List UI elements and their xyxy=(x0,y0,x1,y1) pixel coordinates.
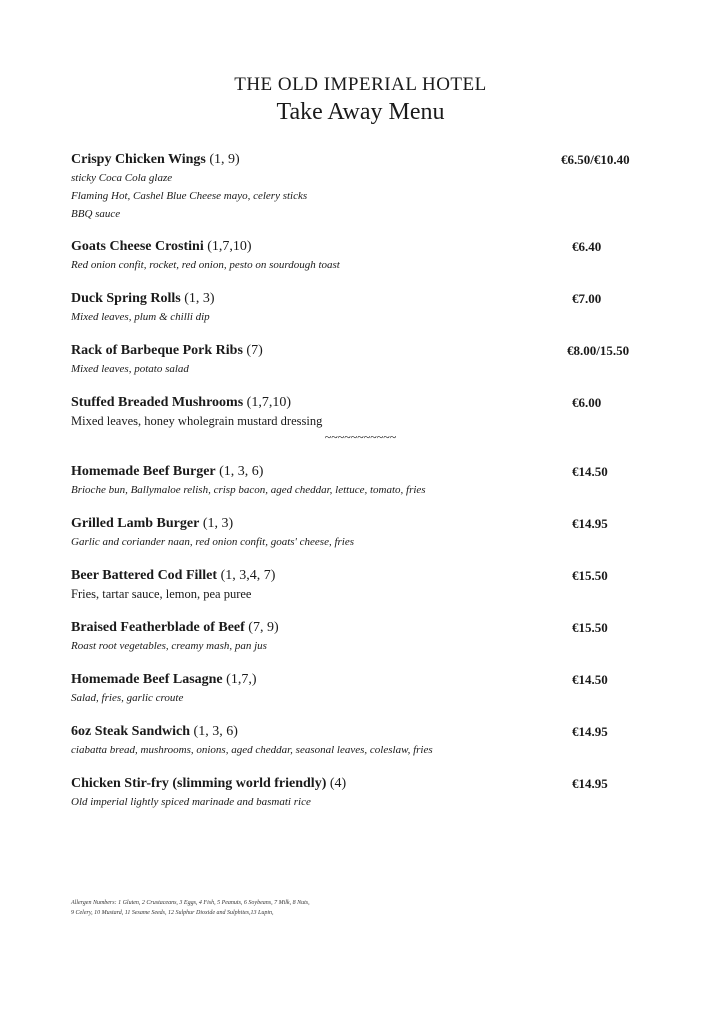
hotel-name: THE OLD IMPERIAL HOTEL xyxy=(234,74,487,95)
item-name-line xyxy=(71,463,651,481)
item-description: Roast root vegetables, creamy mash, pan jus xyxy=(71,640,267,652)
item-name-line xyxy=(71,238,651,256)
item-allergens: (1, 3) xyxy=(184,291,215,306)
item-price: €7.00 xyxy=(572,291,602,306)
menu-item xyxy=(71,671,651,707)
item-price: €14.50 xyxy=(572,464,608,479)
item-allergens: (1, 3, 6) xyxy=(193,724,238,739)
item-name: Goats Cheese Crostini xyxy=(71,239,204,254)
item-price: €8.00/15.50 xyxy=(567,343,630,358)
item-name-line xyxy=(71,290,651,308)
item-name-line xyxy=(71,775,651,793)
item-price: €6.50/€10.40 xyxy=(561,152,630,167)
menu-item xyxy=(71,515,651,551)
item-name: Homemade Beef Lasagne xyxy=(71,672,223,687)
item-description: ciabatta bread, mushrooms, onions, aged cheddar, seasonal leaves, coleslaw, fries xyxy=(71,744,433,756)
item-allergens: (4) xyxy=(329,776,347,791)
menu-item xyxy=(71,394,651,430)
item-allergens: (1, 3,4, 7) xyxy=(220,568,276,583)
item-name: Crispy Chicken Wings xyxy=(71,152,206,167)
menu-title: Take Away Menu xyxy=(276,99,445,125)
item-allergens: (1,7,) xyxy=(226,672,257,687)
item-name-line xyxy=(71,723,651,741)
item-allergens: (7) xyxy=(246,343,263,358)
item-description: Flaming Hot, Cashel Blue Cheese mayo, celery sticks xyxy=(71,190,308,202)
item-name: Braised Featherblade of Beef xyxy=(71,620,245,635)
item-allergens: (1, 3) xyxy=(202,516,234,531)
item-name-line xyxy=(71,671,651,689)
item-name-line xyxy=(71,394,651,412)
item-price: €14.50 xyxy=(572,672,608,687)
item-price: €14.95 xyxy=(572,516,608,531)
item-name: Stuffed Breaded Mushrooms xyxy=(71,395,244,410)
item-name: Duck Spring Rolls xyxy=(71,291,181,306)
menu-item xyxy=(71,463,651,499)
item-allergens: (1,7,10) xyxy=(207,239,252,254)
item-allergens: (7, 9) xyxy=(248,620,279,635)
menu-item xyxy=(71,290,651,326)
item-description: sticky Coca Cola glaze xyxy=(71,172,173,184)
item-name: Chicken Stir-fry (slimming world friendly) xyxy=(71,776,327,791)
item-name-line xyxy=(71,515,651,533)
allergen-line: 9 Celery, 10 Mustard, 11 Sesame Seeds, 12 Sulphur Dioxide and Sulphites,13 Lupin, xyxy=(71,910,274,916)
item-description: Old imperial lightly spiced marinade and basmati rice xyxy=(71,796,311,808)
item-description: Mixed leaves, honey wholegrain mustard dressing xyxy=(71,414,323,428)
item-name: 6oz Steak Sandwich xyxy=(71,724,191,739)
menu-item xyxy=(71,775,651,811)
item-name: Grilled Lamb Burger xyxy=(71,516,200,531)
item-allergens: (1,7,10) xyxy=(246,395,291,410)
item-name: Homemade Beef Burger xyxy=(71,464,216,479)
item-description: Mixed leaves, plum & chilli dip xyxy=(71,311,210,323)
item-description: Red onion confit, rocket, red onion, pesto on sourdough toast xyxy=(71,259,340,271)
menu-item xyxy=(71,151,651,223)
item-price: €6.40 xyxy=(572,239,602,254)
item-description: BBQ sauce xyxy=(71,208,121,220)
allergen-footnote xyxy=(71,898,310,918)
item-price: €15.50 xyxy=(572,620,608,635)
item-price: €6.00 xyxy=(572,395,602,410)
item-name: Beer Battered Cod Fillet xyxy=(71,568,218,583)
item-description: Brioche bun, Ballymaloe relish, crisp bacon, aged cheddar, lettuce, tomato, fries xyxy=(71,484,426,496)
item-description: Garlic and coriander naan, red onion confit, goats' cheese, fries xyxy=(71,536,355,548)
item-price: €14.95 xyxy=(572,776,608,791)
item-description: Mixed leaves, potato salad xyxy=(71,363,189,375)
item-name-line xyxy=(71,342,651,360)
section-divider: ~~~~~~~~~~~ xyxy=(324,430,397,444)
item-description: Salad, fries, garlic croute xyxy=(71,692,184,704)
allergen-line: Allergen Numbers: 1 Gluten, 2 Crustaceans, 3 Eggs, 4 Fish, 5 Peanuts, 6 Soybeans, 7 Milk, 8 Nuts, xyxy=(71,900,310,906)
item-price: €14.95 xyxy=(572,724,608,739)
menu-item xyxy=(71,342,651,378)
item-name-line xyxy=(71,567,651,585)
item-description: Fries, tartar sauce, lemon, pea puree xyxy=(71,587,252,601)
menu-item xyxy=(71,619,651,655)
menu-item xyxy=(71,238,651,274)
item-name-line xyxy=(71,619,651,637)
item-allergens: (1, 3, 6) xyxy=(219,464,264,479)
menu-item xyxy=(71,567,651,603)
item-price: €15.50 xyxy=(572,568,608,583)
item-name: Rack of Barbeque Pork Ribs xyxy=(71,343,243,358)
menu-item xyxy=(71,723,651,759)
item-allergens: (1, 9) xyxy=(209,152,240,167)
